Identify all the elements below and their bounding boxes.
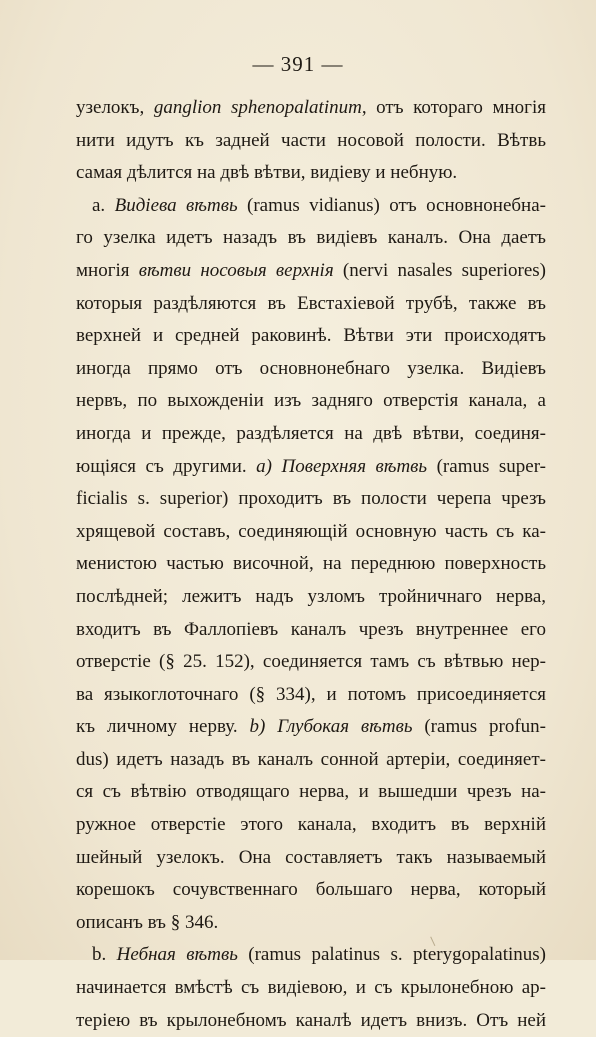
text-segment: корешокъ сочувственнаго большаго нерва, который <box>76 879 546 901</box>
text-segment: начинается вмѣстѣ съ видіевою, и съ крылонебною ар- <box>76 977 546 999</box>
text-segment: послѣдней; лежитъ надъ узломъ тройничнаго нерва, <box>76 585 546 607</box>
text-segment: отверстіе (§ 25. 152), соединяется тамъ съ вѣтвью нер- <box>76 651 546 673</box>
text-line <box>76 92 546 125</box>
text-segment: (ramus palatinus s. pterygopalatinus) <box>237 944 546 966</box>
text-segment: b. <box>92 944 117 966</box>
italic-term: вѣтви носовыя верхнія <box>138 259 334 281</box>
text-segment: описанъ въ § 346. <box>76 911 219 933</box>
text-line <box>76 972 546 1005</box>
text-segment: самая дѣлится на двѣ вѣтви, видіеву и небную. <box>76 162 458 184</box>
text-segment: ва языкоглоточнаго (§ 334), и потомъ присоединяется <box>76 683 546 705</box>
text-segment: входитъ въ Фаллопіевъ каналъ чрезъ внутреннее его <box>76 618 546 640</box>
italic-term: Видіева вѣтвь <box>114 194 238 216</box>
text-line <box>76 939 546 972</box>
text-segment: теріею въ крылонебномъ каналѣ идетъ внизъ. Отъ ней <box>76 1009 546 1031</box>
text-line <box>76 483 546 516</box>
text-line <box>76 1005 546 1037</box>
text-line <box>76 548 546 581</box>
text-line <box>76 907 546 940</box>
text-segment: хрящевой составъ, соединяющій основную часть съ ка- <box>76 520 546 542</box>
text-line <box>76 581 546 614</box>
italic-term: ganglion sphenopalatinum <box>153 97 362 118</box>
text-segment: которыя раздѣляются въ Евстахіевой трубѣ, также въ <box>76 292 546 314</box>
text-segment: шейный узелокъ. Она составляетъ такъ называемый <box>76 846 546 868</box>
text-line <box>76 646 546 679</box>
text-line <box>76 744 546 777</box>
text-segment: менистою частью височной, на переднюю поверхность <box>76 553 546 575</box>
text-line <box>76 842 546 875</box>
text-line <box>76 451 546 484</box>
text-line <box>76 516 546 549</box>
text-segment: ficialis s. superior) проходитъ въ полости черепа чрезъ <box>76 488 546 510</box>
text-segment: къ личному нерву. <box>76 716 250 738</box>
text-segment: а. <box>92 194 115 216</box>
text-segment: ся съ вѣтвію отводящаго нерва, и вышедши чрезъ на- <box>76 781 546 803</box>
text-line <box>76 385 546 418</box>
text-line <box>76 222 546 255</box>
italic-term: b) Глубокая вѣтвь <box>249 716 413 738</box>
text-segment: го узелка идетъ назадъ въ видіевъ каналъ. Она даетъ <box>76 227 546 249</box>
text-line <box>76 320 546 353</box>
text-segment: , отъ котораго многія <box>361 97 546 118</box>
text-segment: (ramus vidianus) отъ основнонебна- <box>237 194 546 216</box>
text-segment: (ramus super- <box>427 455 546 477</box>
text-line <box>76 255 546 288</box>
italic-term: Небная вѣтвь <box>116 944 238 966</box>
text-segment: верхней и средней раковинѣ. Вѣтви эти происходятъ <box>76 325 546 347</box>
text-segment: (ramus profun- <box>412 716 546 738</box>
text-line <box>76 711 546 744</box>
text-line <box>76 190 546 223</box>
page-number: — 391 — <box>252 52 344 76</box>
body-text <box>76 92 546 1037</box>
text-line <box>76 157 546 190</box>
text-line <box>76 874 546 907</box>
text-line <box>76 679 546 712</box>
text-segment: иногда прямо отъ основнонебнаго узелка. Видіевъ <box>76 357 546 379</box>
text-line <box>76 125 546 158</box>
text-line <box>76 353 546 386</box>
text-segment: dus) идетъ назадъ въ каналъ сонной артеріи, соединяет- <box>76 748 546 770</box>
text-segment: ющіяся съ другими. <box>76 455 257 477</box>
text-line <box>76 776 546 809</box>
text-segment: нервъ, по выхожденіи изъ задняго отверстія канала, а <box>76 390 546 412</box>
text-segment: многія <box>76 259 139 281</box>
text-line <box>76 614 546 647</box>
text-segment: нити идутъ къ задней части носовой полости. Вѣтвь <box>76 129 546 151</box>
text-segment: узелокъ, <box>76 97 154 118</box>
text-line <box>76 418 546 451</box>
text-segment: (nervi nasales superiores) <box>333 259 546 281</box>
text-segment: иногда и прежде, раздѣляется на двѣ вѣтви, соединя- <box>76 422 546 444</box>
text-line <box>76 288 546 321</box>
text-line <box>76 809 546 842</box>
text-segment: ружное отверстіе этого канала, входитъ въ верхній <box>76 814 546 836</box>
italic-term: а) Поверхняя вѣтвь <box>256 455 428 477</box>
